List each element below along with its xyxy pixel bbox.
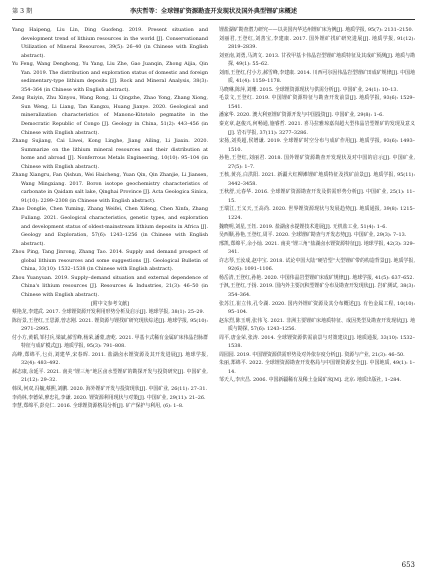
reference-entry: 蔡艳龙,李建武. 2017. 全球锂资源开发利用形势分析及启示[J]. 地球学报, 38(1): 25–29. — [12, 309, 205, 316]
reference-entry: 杨岳清,王登红,孙艳. 2020. 中国伟晶岩型锂矿床成矿规律[J]. 地球学报, 41(5): 637–652. — [219, 274, 415, 281]
left-column — [12, 26, 208, 556]
reference-entry: 邹天人,李庆昌. 2006. 中国新疆稀有及稀土金属矿床[M]. 北京: 地质出版社, 1–284. — [219, 377, 402, 384]
reference-entry: 赵东烈,陈玉明,张伟飞. 2021. 非洲主要锂矿床地质特征、成因类型及勘查开发现状[J]. 地质与勘探, 57(6): 1243–1256. — [219, 317, 415, 333]
reference-entry: 周园园. 2019. 中国锂资源供需形势及对外依存度分析[J]. 资源与产业, 21(3): 46–50. — [219, 351, 405, 358]
reference-entry: 魏晓明,刘星,王钰. 2019. 盐湖卤水提锂技术进展[J]. 无机盐工业, 51(4): 1–6. — [219, 223, 387, 230]
header-rule — [12, 19, 415, 20]
reference-entry: 张苏江,崔立伟,孔令湖. 2020. 国内外锂矿资源及其分布概述[J]. 有色金属工程, 10(10): 95–104. — [219, 300, 415, 316]
reference-entry: Yang Haipeng, Liu Lin, Ding Guofeng. 2019. Present situation and development trend of lithium resources in the world [J]. Conservationand Utilization of Mineral Resources, 39(5): 26–40 (in Chinese with English abstract). — [12, 27, 208, 59]
reference-entry: 朱丽,郑绵平. 2022. 全球锂资源勘查开发格局与中国锂资源安全[J]. 中国地质, 49(1): 1–14. — [219, 360, 415, 375]
reference-entry: Zhou Yuanyuan. 2019. Supply–demand situation and external dependence of China's lithium resources [J]. Resources & Industries, 21(3): 46–50 (in Chinese with English abstract). — [12, 274, 208, 298]
issue-number: 第 3 期 — [12, 8, 33, 15]
reference-entry: 韩凤,何双,冯毓,蔡熙,刘鹏. 2020. 海外锂矿开发与投资现状[J]. 中国矿业, 26(11): 27–31. — [12, 385, 208, 392]
reference-entry: Yu Feng, Wang Denghong, Yu Yang, Liu Zhe, Gao Juanqin, Zhong Aijia, Qin Yan. 2019. The distribution and exploration status of domestic and foreign sedimentary-type lithium deposits [J]. Rock and Mineral Analysis, 38(3): 354–364 (in Chinese with English abstract). — [12, 61, 208, 93]
reference-entry: 毛景文,王登红. 2019. 中国锂矿资源特征与勘查开发前景[J]. 地质学报, 93(6): 1529–1541. — [219, 95, 415, 110]
reference-entry: 周平,唐金荣,张涛. 2014. 全球锂资源供需前景与对策建议[J]. 地质通报, 33(10): 1532–1538. — [219, 334, 415, 350]
reference-entry: Zhou Ping, Tang Jinrong, Zhang Tao. 2014. Supply and demand prospect of global lithium resources and some suggestions [J]. Geological Bulletin of China, 33(10): 1532–1538 (in Chinese with English abstract). — [12, 249, 208, 273]
reference-entry: 陈衍景,王登红,王思源,曾志刚. 2021. 锂资源与锂找矿研究现状综述[J]. 地球学报, 95(10): 2971–2995. — [12, 317, 208, 333]
reference-entry: 于沨,王登红,于扬. 2019. 国内外主要沉积型锂矿分布及勘查开发现状[J]. 岩矿测试, 38(3): 354–364. — [219, 283, 415, 298]
reference-entry: 邢凯,郑绵平,余小灿. 2021. 南美“锂三角”盐湖卤水锂资源特征[J]. 地球学报, 42(3): 329–341. — [219, 240, 415, 256]
appendix-title: [附中文参考文献] — [90, 300, 130, 307]
reference-entry: Zeng Ruiyin, Zhu Xinyou, Wang Rong, Li Qingzhe, Zhao Yong, Zhang Xiong, Sun Weng, Li Liang, Tan Kangxu, Huang Jianye. 2020. Geological and mineralization characteristics of Manono-Kitotolo pegmatite in the Democratic Republic of Congo [J]. Geology in China, 51(2): 443–456 (in Chinese with English abstract). — [12, 95, 208, 136]
reference-entry: 付小方,黄韬,邹付兵,梁斌,郝雪峰,杨荣,潘蒙,唐屹. 2021. 甲基卡式稀有金属矿床伟晶岩脉群特征与成矿模式[J]. 地质学报, 95(3): 791–808. — [12, 334, 208, 350]
page-header — [12, 6, 415, 18]
reference-entry: Zhang Sujiang, Cai Liwei, Kong Linghe, Jiang Ailing, Li Jiaxin. 2020. Summarize on the lithium mineral resources and their distribution at home and abroad [J]. Nonferrous Metals Engineering, 10(10): 95–104 (in Chinese with English abstract). — [12, 138, 208, 170]
reference-entry: 李慧,郑绵平,彭克仁. 2016. 全球锂资源格局分析[J]. 矿产保护与利用, (6): 1–8. — [12, 403, 184, 410]
reference-entry: Zhao Donglie, Chen Yuming, Zhang Weifei, Chen Xifeng, Chen Xinfa, Zhang Fuliang. 2021. Geological characteristics, genetic types, and exploration and development status of oldest-mainstream lithium deposits in Africa [J]. Geology and Exploration, 57(6): 1243–1256 (in Chinese with English abstract). — [12, 206, 208, 247]
reference-entry: Zhang Xiangru, Fan Qishun, Wei Haicheng, Yuan Qin, Qin Zhanjie, Li Jiansen, Wang Mingxiang. 2017. Boron isotope geochemistry characteristics of carbonate in Qaidam salt lake, Qinghai Province [J]. Acta Geologica Sinica, 91(10): 2299–2308 (in Chinese with English abstract). — [12, 172, 208, 204]
reference-entry: 锂盐湖矿勘查潜力研究——以美国内华达州锂矿床为例[J]. 地质学报, 95(7): 2131–2150. — [219, 27, 414, 33]
reference-entry: 高峰,郑绵平,乜贞,刘建华,宋春晖. 2011. 盐湖卤水锂资源及其开发进展[J]. 地球学报, 32(4): 483–492. — [12, 351, 208, 367]
reference-entry: 王秋舒,元春华. 2016. 全球锂矿资源勘查开发及供需形势分析[J]. 中国矿业, 25(1): 11–15. — [219, 189, 415, 204]
reference-entry: 刘雨,王登红,付小方,郝雪峰,李建康. 2014. 川西可尔因伟晶岩型锂矿田成矿规律[J]. 中国地质, 41(4): 1159–1178. — [219, 69, 415, 85]
reference-entry: 王瑞江,王义天,王高尚. 2020. 世界锂资源现状与发展趋势[J]. 地质通报, 39(8): 1215–1224. — [219, 206, 415, 222]
running-title: 李庆哲等：全球锂矿资源勘查开发现状及国外典型锂矿床概述 — [129, 8, 298, 15]
reference-entry: 李尚林,李德荣,廖忠礼,李谦. 2020. 锂资源利用现状与对策[J]. 中国矿业, 29(11): 21–26. — [12, 394, 206, 401]
reference-entry: 孙艳,王登红,刘丽君. 2018. 国外锂矿资源勘查开发现状及对中国的启示[J]. 中国矿业, 27(5): 1–7. — [219, 155, 415, 170]
reference-entry: 许志琴,王汝成,赵中宝. 2018. 试论中国大陆“硬岩型”大型锂矿带的构造背景[J]. 地质学报, 92(6): 1091–1106. — [219, 257, 415, 273]
reference-entry: 刘亚南,刘勇,马鸿文. 2013. 甘孜甲基卡伟晶岩型锂矿地质特征及其成矿预测[J]. 地质与勘探, 49(1): 55–62. — [219, 52, 415, 68]
right-column — [219, 26, 415, 556]
page-number: 653 — [401, 561, 415, 569]
reference-entry: 郝志康,余延平. 2021. 南美“锂三角”地区卤水型锂矿的勘探开发与投资研究[J]. 中国矿业, 21(12): 29–32. — [12, 368, 208, 384]
reference-entry: 秦克章,赵俊兴,何畅通,施睿哲. 2021. 喜马拉雅琼嘉岗超大型伟晶岩型锂矿的发现及意义[J]. 岩石学报, 37(11): 3277–3286. — [219, 121, 415, 136]
reference-entry: 刘丽君,王登红,刘善宝,李建康. 2017. 国外锂矿找矿研究进展[J]. 地质学报, 91(12): 2819–2839. — [219, 35, 415, 51]
reference-entry: 潘家华. 2020. 澳大利亚锂矿资源开发与中国投资[J]. 中国矿业, 29(8): 1–6. — [219, 112, 384, 119]
reference-entry: 马晓琳,陈萍,刘珊. 2015. 全球锂资源现状与供需分析[J]. 中国矿业, 24(1): 10–13. — [219, 86, 399, 93]
reference-entry: 吴西顺,孙艳,王登红,周平. 2020. 全球锂矿勘查与开发态势[J]. 中国矿业, 29(3): 7–13. — [219, 232, 407, 239]
reference-entry: 王核,黄亮,白洪阳. 2021. 新疆大红柳滩锂矿地质特征及找矿前景[J]. 地质学报, 95(11): 3442–3458. — [219, 172, 415, 187]
reference-entry: 宋扬,刘英超,侯增谦. 2019. 全球锂矿时空分布与成矿作用[J]. 地质学报, 93(6): 1493–1510. — [219, 138, 415, 153]
